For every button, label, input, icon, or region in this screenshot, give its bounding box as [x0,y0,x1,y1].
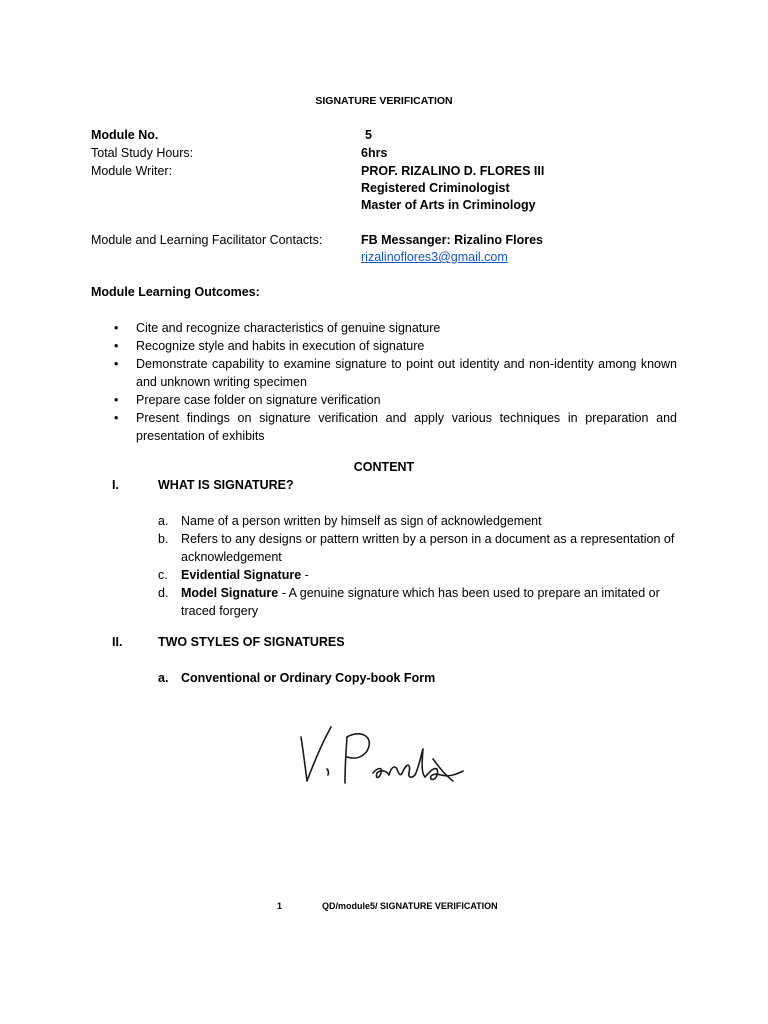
section-2-list [158,669,678,687]
writer-title-2: Master of Arts in Criminology [361,198,536,212]
list-item: c. Evidential Signature - [158,568,309,582]
list-item: • Prepare case folder on signature verification [114,393,381,407]
signature-image [283,715,483,805]
list-item: • Present findings on signature verification and apply various techniques in preparation and presentation of exhibits [114,411,677,443]
list-item: • Demonstrate capability to examine signature to point out identity and non-identity among known and unknown writing specimen [114,357,677,389]
footer-page-number: 1 [277,901,283,911]
module-no-label: Module No. [91,128,159,142]
bullet-icon: • [114,357,119,371]
section-2-title: TWO STYLES OF SIGNATURES [158,635,345,649]
list-item: • Recognize style and habits in execution of signature [114,339,425,353]
list-item: b. Refers to any designs or pattern written by a person in a document as a representation of acknowledgement [158,532,675,564]
bullet-icon: • [114,339,119,353]
section-1-list [158,512,678,620]
module-no-value: 5 [365,128,372,142]
footer-text: QD/module5/ SIGNATURE VERIFICATION [322,901,498,911]
bullet-icon: • [114,321,119,335]
content-heading: CONTENT [353,460,415,474]
outcomes-list [110,319,677,445]
contacts-label: Module and Learning Facilitator Contacts: [91,233,323,247]
list-item: a. Conventional or Ordinary Copy-book Form [158,671,436,685]
list-item: d. Model Signature - A genuine signature which has been used to prepare an imitated or traced forgery [158,586,660,618]
contacts-fb: FB Messanger: Rizalino Flores [361,233,543,247]
list-item: a. Name of a person written by himself as sign of acknowledgement [158,514,542,528]
study-hours-value: 6hrs [361,146,388,160]
section-2-number: II. [112,635,123,649]
contacts-email-link[interactable]: rizalinoflores3@gmail.com [361,250,508,264]
bullet-icon: • [114,411,119,425]
writer-label: Module Writer: [91,164,173,178]
study-hours-label: Total Study Hours: [91,146,194,160]
outcomes-heading: Module Learning Outcomes: [91,285,260,299]
section-1-title: WHAT IS SIGNATURE? [158,478,294,492]
writer-name: PROF. RIZALINO D. FLORES III [361,164,545,178]
page-title: SIGNATURE VERIFICATION [315,95,453,107]
bullet-icon: • [114,393,119,407]
list-item: • Cite and recognize characteristics of genuine signature [114,321,441,335]
section-1-number: I. [112,478,119,492]
writer-title-1: Registered Criminologist [361,181,510,195]
